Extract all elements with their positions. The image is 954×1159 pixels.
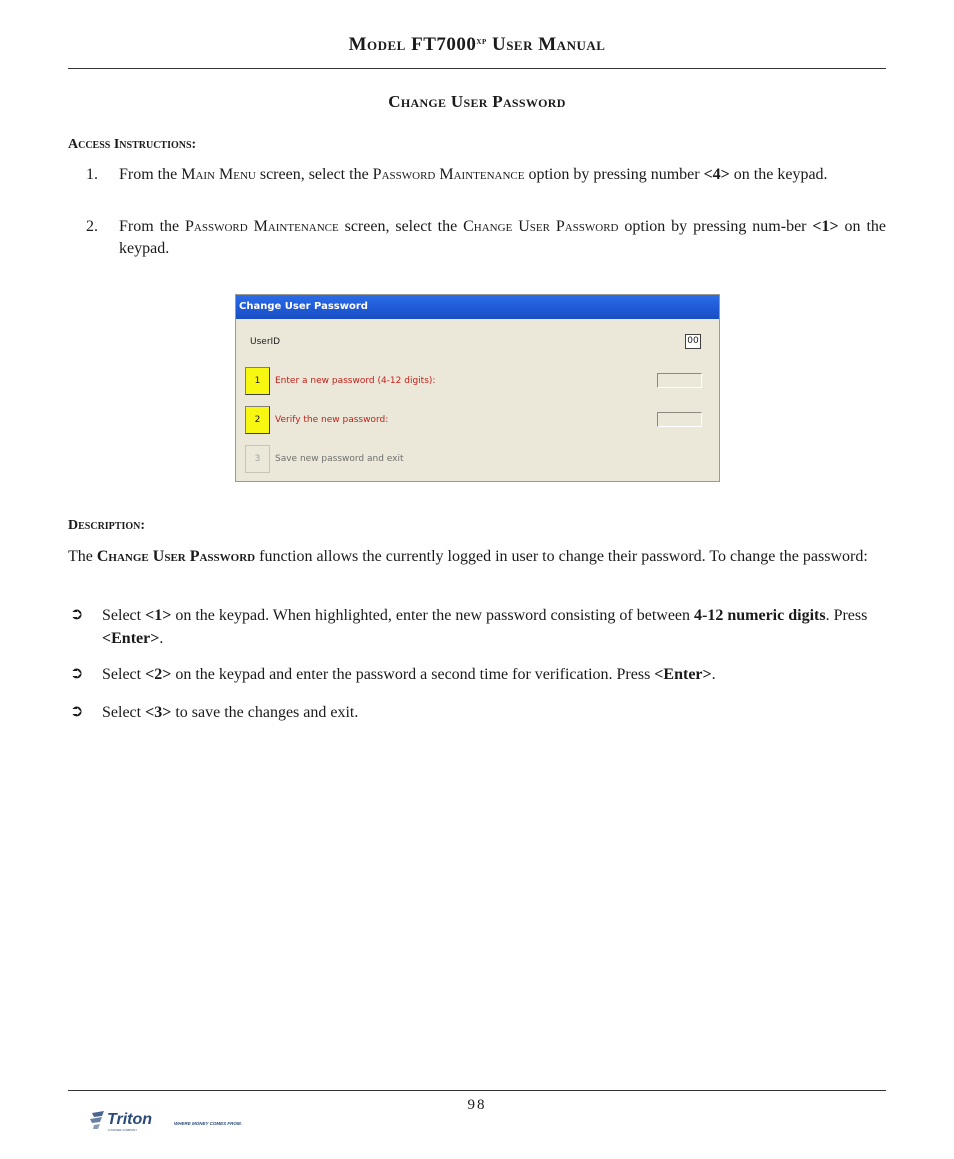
new-password-field[interactable] (657, 373, 702, 388)
description-paragraph: The Change User Password function allows the currently logged in user to change their password. To change the password: (68, 548, 868, 565)
arrow-bullet-icon: ➲ (70, 663, 84, 682)
save-exit-label: Save new password and exit (275, 454, 404, 464)
logo-wordmark: Triton (107, 1111, 153, 1128)
step-number: 1. (86, 166, 98, 183)
section-title: Change User Password (388, 92, 566, 111)
key-2-button[interactable]: 2 (245, 406, 270, 434)
bullet-1-text: Select <1> on the keypad. When highlighted, enter the new password consisting of between 4-12 numeric digits. Press <Enter>. (102, 607, 868, 647)
logo-subtext: A DOVER COMPANY (108, 1128, 138, 1132)
screen-title-bar: Change User Password (236, 295, 719, 319)
footer-rule (68, 1090, 886, 1091)
logo-tagline: WHERE MONEY COMES FROM. (174, 1121, 242, 1126)
key-3-button[interactable]: 3 (245, 445, 270, 473)
userid-label: UserID (250, 337, 281, 347)
verify-password-label: Verify the new password: (275, 415, 389, 425)
arrow-bullet-icon: ➲ (70, 701, 84, 720)
userid-field: 00 (685, 334, 701, 349)
access-instructions-heading: Access Instructions: (68, 137, 197, 152)
page-number: 98 (467, 1097, 487, 1113)
verify-password-field[interactable] (657, 412, 702, 427)
new-password-label: Enter a new password (4-12 digits): (275, 376, 436, 386)
page-header-title: Model $FT7000^{xp}$ User Manual (348, 34, 606, 55)
bullet-2-text: Select <2> on the keypad and enter the password a second time for verification. Press <Enter>. (102, 666, 716, 683)
header-rule (68, 68, 886, 69)
key-1-button[interactable]: 1 (245, 367, 270, 395)
bullet-3-text: Select <3> to save the changes and exit. (102, 704, 359, 721)
arrow-bullet-icon: ➲ (70, 604, 84, 623)
step-1-text: From the Main Menu screen, select the Password Maintenance option by pressing number <4> on the keypad. (119, 166, 828, 183)
step-number: 2. (86, 218, 98, 235)
triton-logo (90, 1107, 260, 1133)
change-password-screen (235, 294, 720, 482)
step-2-text: From the Password Maintenance screen, select the Change User Password option by pressing num-ber <1> on the keypad. (119, 218, 886, 257)
description-heading: Description: (68, 518, 146, 533)
